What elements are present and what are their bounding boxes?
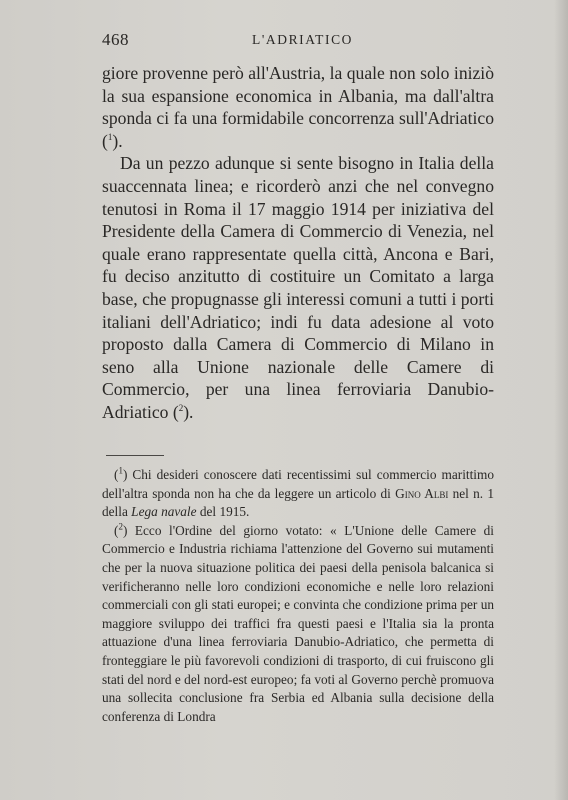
footnotes: [102, 466, 494, 726]
footnote-2-mark: 2: [118, 521, 123, 532]
page-edge-shadow: [554, 0, 568, 800]
footnote-1-mark: 1: [118, 465, 123, 476]
paragraph-2-end: ).: [183, 401, 194, 422]
running-title: L'ADRIATICO: [252, 32, 354, 47]
paragraph-2: [102, 152, 494, 423]
footnote-ref-1: 1: [107, 131, 113, 142]
footnote-separator: [106, 455, 164, 456]
footnote-1-author: Gino Albi: [395, 485, 449, 501]
page-header: [102, 30, 494, 52]
footnote-1-text-a: Chi desideri conoscere dati recentissimi sul commercio marittimo dell'altra sponda non ha che da leggere un articolo di: [102, 467, 494, 501]
paragraph-1: [102, 62, 494, 152]
paragraph-1-end: ).: [112, 130, 123, 151]
page-number: 468: [102, 30, 129, 49]
footnote-1-text-b: nel n. 1 della: [102, 485, 494, 520]
footnote-1-title: Lega navale: [131, 504, 197, 520]
footnote-1-text-c: del 1915.: [196, 504, 250, 520]
footnote-ref-2: 2: [178, 403, 184, 414]
paragraph-1-text: giore provenne però all'Austria, la quale non solo iniziò la sua espansione economica in Albania, ma dall'altra sponda ci fa una formidabile concorrenza sull'Adriatico (: [102, 63, 494, 151]
footnote-2: ($^2$) Ecco l'Ordine del giorno votato: « L'Unione delle Camere di Commercio e Industria richiama l'attenzione del Governo sui mutamenti che per la nuova situazione politica dei paesi della penisola balcanica si verificheranno nelle loro condizioni economiche e nelle loro relazioni commerciali con gli stati europei; e convinta che condizione prima per un maggiore sviluppo dei traffici fra questi paesi e l'Italia sia la pronta attuazione d'una linea ferroviaria Danubio-Adriatico, che permetta di fronteggiare le più favorevoli condizioni di trasporto, di cui fruiscono gli stati del nord e del nord-est europeo; fa voti al Governo perchè promuova una sollecita conclusione fra Serbia ed Albania sulla decisione della conferenza di Londra: [102, 521, 494, 724]
main-text: [102, 62, 494, 424]
paragraph-2-text: Da un pezzo adunque si sente bisogno in Italia della suaccennata linea; e ricorderò anzi che nel convegno tenutosi in Roma il 17 maggio 1914 per iniziativa del Presidente della Camera di Commercio di Venezia, nel quale erano rappresentate quella città, Ancona e Bari, fu deciso anzitutto di costituire un Comitato a larga base, che propugnasse gli interessi comuni a tutti i porti italiani dell'Adriatico; indi fu data adesione al voto proposto dalla Camera di Commercio di Milano in seno alla Unione nazionale delle Camere di Commercio, per una linea ferroviaria Danubio-Adriatico (: [102, 153, 494, 422]
footnote-1: ($^1$) Chi desideri conoscere dati recentissimi sul commercio marittimo dell'altra sponda non ha che da leggere un articolo di Gino Albi nel n. 1 della Lega navale del 1915.: [102, 465, 494, 520]
footnote-2-text: Ecco l'Ordine del giorno votato: « L'Unione delle Camere di Commercio e Industria richiama l'attenzione del Governo sui mutamenti che per la nuova situazione politica dei paesi della penisola balcanica si verificheranno nelle loro condizioni economiche e nelle loro relazioni commerciali con gli stati europei; e convinta che condizione prima per un maggiore sviluppo dei traffici fra questi paesi e l'Italia sia la pronta attuazione d'una linea ferroviaria Danubio-Adriatico, che permetta di fronteggiare le più favorevoli condizioni di trasporto, di cui fruiscono gli stati del nord e del nord-est europeo; fa voti al Governo perchè promuova una sollecita conclusione fra Serbia ed Albania sulla decisione della conferenza di Londra: [102, 522, 494, 724]
